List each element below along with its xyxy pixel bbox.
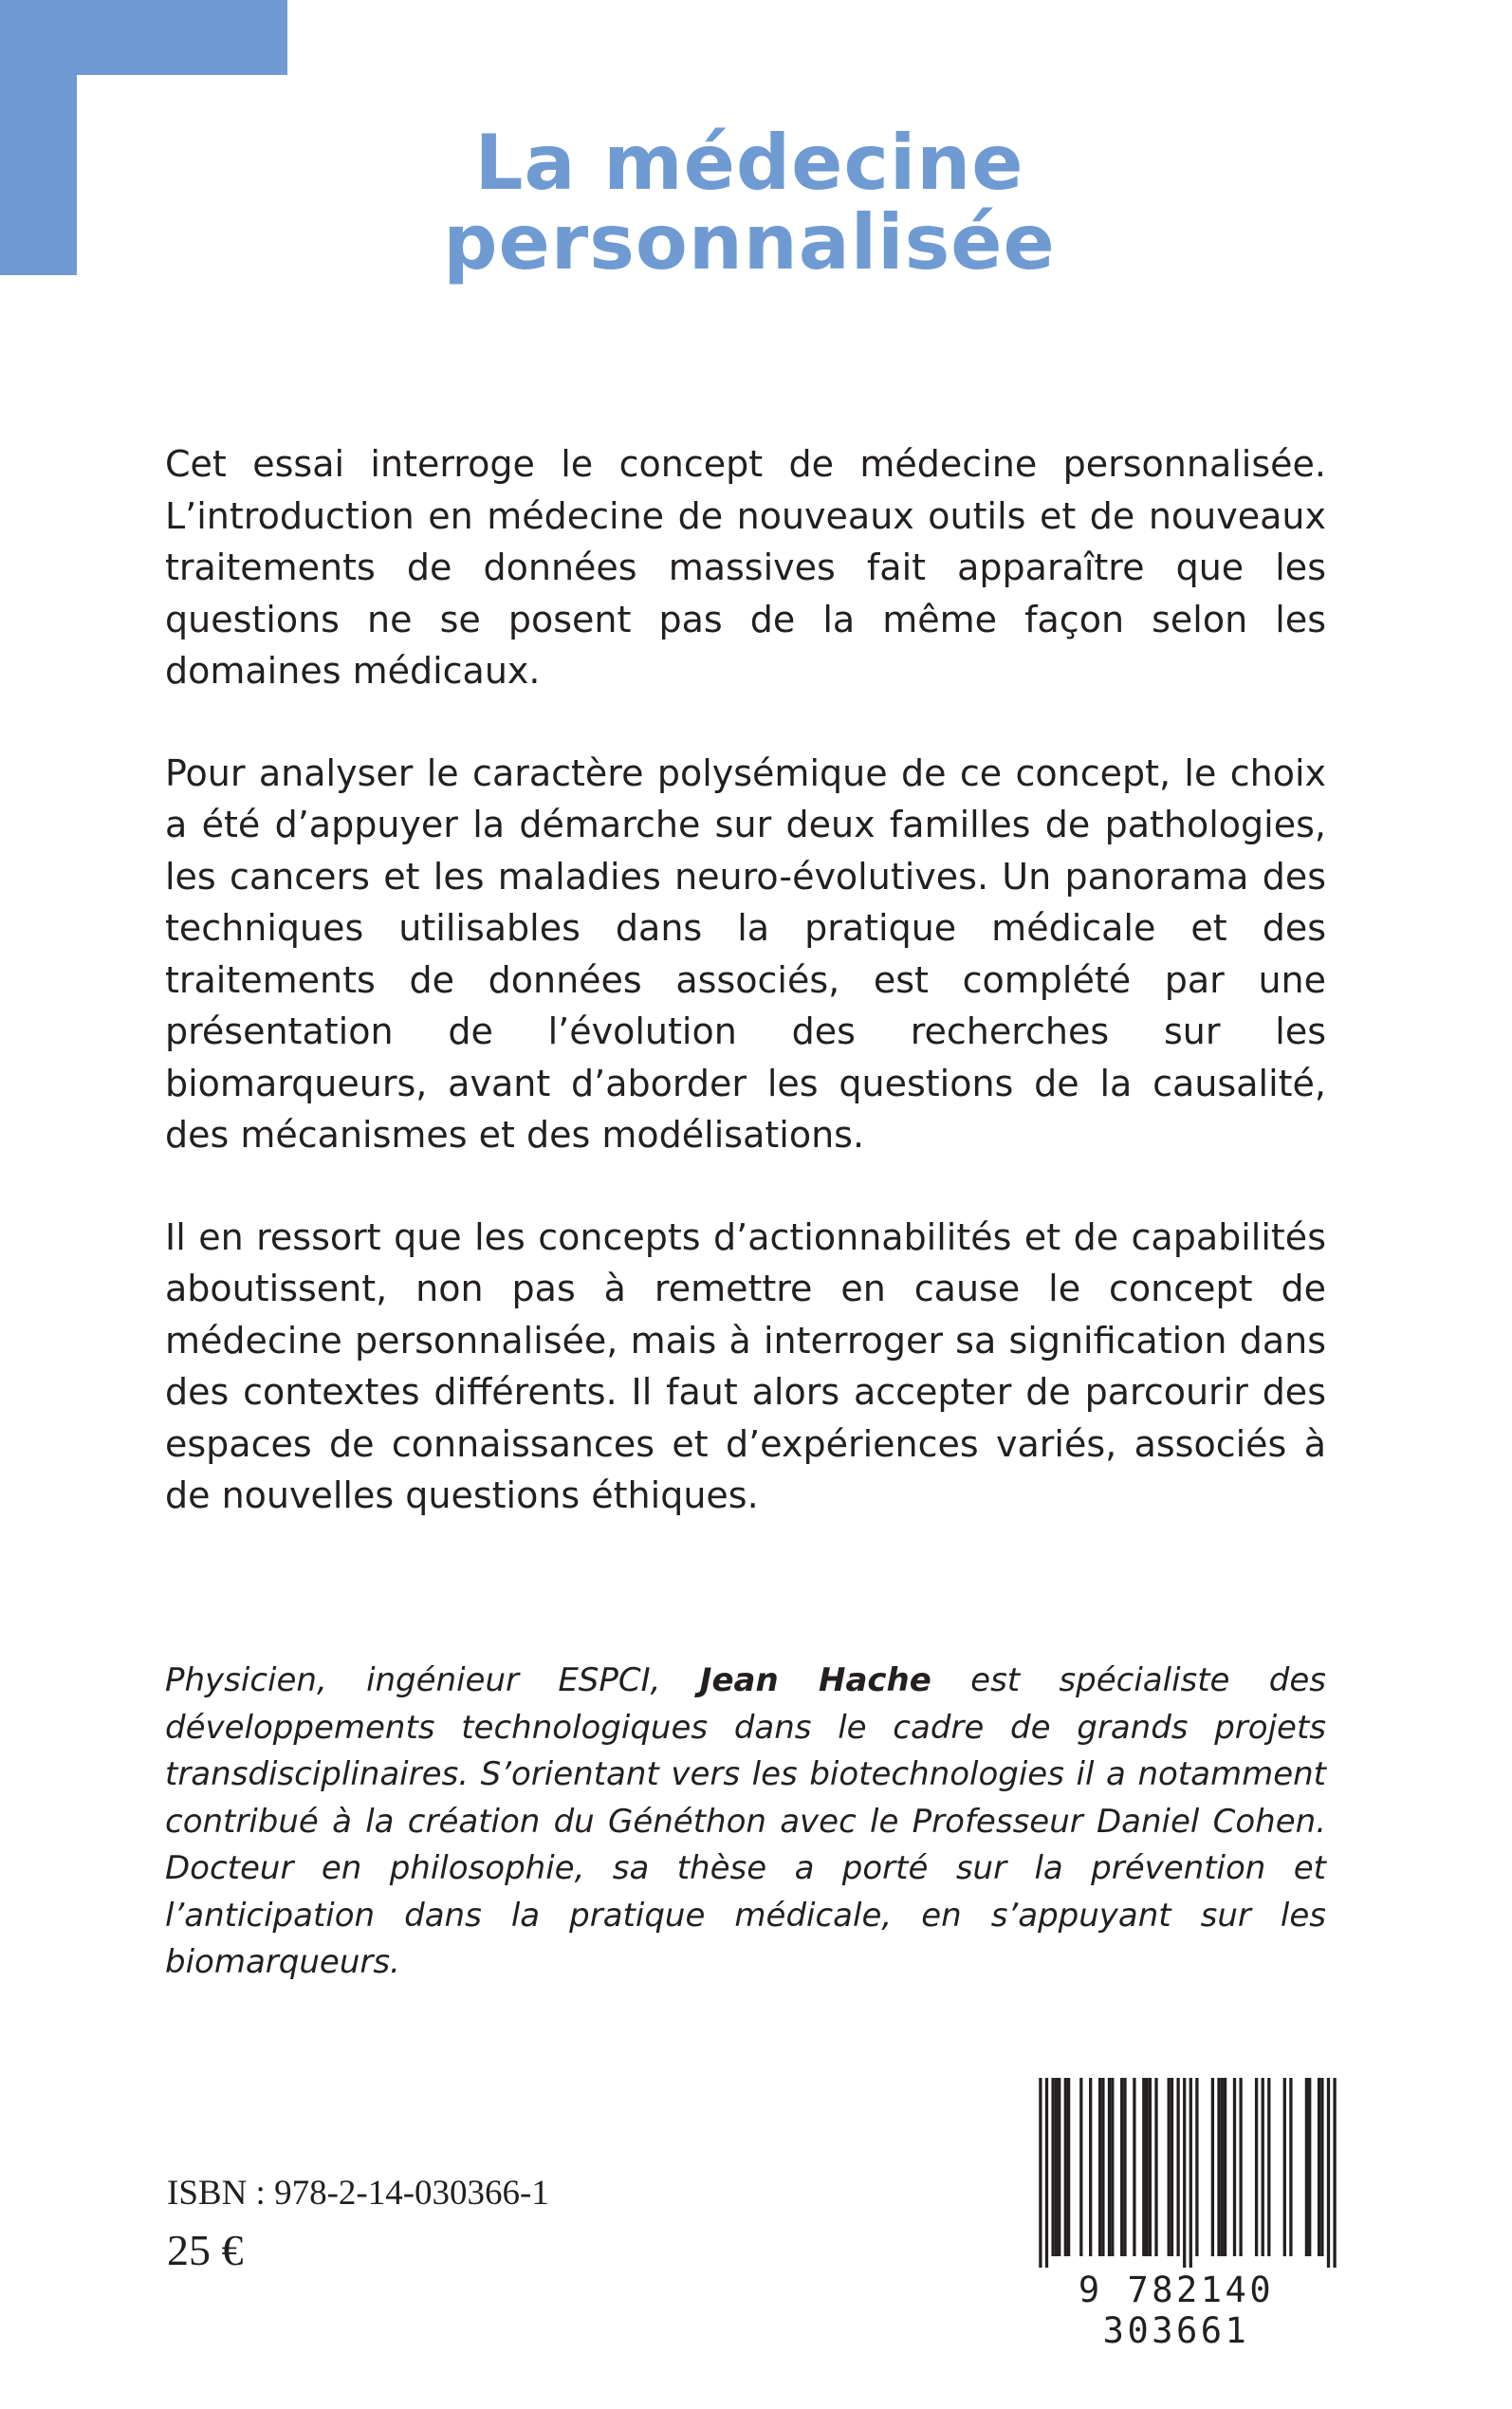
barcode-bar — [1255, 2078, 1258, 2256]
barcode-bar — [1333, 2078, 1336, 2268]
barcode-bar — [1111, 2078, 1114, 2256]
barcode-bar — [1101, 2078, 1104, 2256]
title-line-1: La médecine — [474, 119, 1024, 207]
barcode-bar — [1120, 2078, 1123, 2256]
corner-accent-vertical — [0, 0, 77, 275]
barcode-digits: 9 782140 303661 — [1078, 2270, 1275, 2351]
isbn-number: ISBN : 978-2-14-030366-1 — [167, 2174, 549, 2213]
barcode-bar — [1055, 2078, 1058, 2256]
barcode-bar — [1067, 2078, 1070, 2256]
barcode-bar — [1154, 2078, 1157, 2256]
barcode-bar — [1224, 2078, 1226, 2256]
summary-paragraph-3: Il en ressort que les concepts d’actionnabilités et de capabilités aboutissent, non pas à remettre en cause le concept de médecine personnalisée, mais à interroger sa signification dans des contextes différents. Il faut alors accepter de parcourir des espaces de connaissances et d’expériences variés, associés à de nouvelles questions éthiques. — [165, 1215, 1326, 1516]
barcode-bar — [1327, 2078, 1330, 2268]
barcode-bar — [1189, 2078, 1192, 2268]
barcode-bar — [1064, 2078, 1067, 2256]
barcode-bar — [1221, 2078, 1224, 2256]
barcode-bar — [1305, 2078, 1308, 2256]
barcode-bar — [1283, 2078, 1286, 2256]
barcode-bar — [1123, 2078, 1126, 2256]
barcode-bar — [1058, 2078, 1060, 2256]
summary-paragraph-1: Cet essai interroge le concept de médecine personnalisée. L’introduction en médecine de nouveaux outils et de nouveaux traitements de données massives fait apparaître que les questions ne se posent pas de la même façon selon les domaines médicaux. — [165, 443, 1326, 692]
barcode-bar — [1149, 2078, 1152, 2256]
book-price: 25 € — [167, 2226, 244, 2274]
author-name: Jean Hache — [699, 1661, 931, 1699]
barcode-bar — [1211, 2078, 1214, 2256]
barcode-bar — [1318, 2078, 1320, 2256]
barcode-bar — [1239, 2078, 1242, 2256]
book-title — [360, 119, 1138, 287]
barcode-bar — [1098, 2078, 1101, 2256]
barcode-bar — [1079, 2078, 1082, 2256]
barcode-bar — [1217, 2078, 1220, 2256]
book-summary — [165, 438, 1326, 1572]
barcode-bar — [1168, 2078, 1171, 2256]
summary-paragraph-2: Pour analyser le caractère polysémique de ce concept, le choix a été d’appuyer la démarche sur deux familles de pathologies, les cancers et les maladies neuro-évolutives. Un panorama des techniques utilisables dans la pratique médicale et des traitements de données associés, est complété par une présentation de l’évolution des recherches sur les biomarqueurs, avant d’aborder les questions de la causalité, des mécanismes et des modélisations. — [165, 751, 1326, 1156]
barcode-bar — [1133, 2078, 1135, 2256]
author-biography — [165, 1658, 1326, 1987]
barcode-bar — [1045, 2078, 1048, 2268]
barcode-bar — [1176, 2078, 1179, 2256]
barcode-bar — [1289, 2078, 1292, 2256]
barcode-bar — [1195, 2078, 1198, 2256]
barcode-bar — [1320, 2078, 1323, 2256]
barcode-bar — [1142, 2078, 1145, 2256]
barcode-bar — [1308, 2078, 1311, 2256]
title-line-2: personnalisée — [443, 198, 1056, 287]
barcode-bar — [1262, 2078, 1264, 2256]
barcode-bars — [1001, 2078, 1352, 2268]
barcode-bar — [1108, 2078, 1111, 2256]
barcode-bar — [1051, 2078, 1054, 2256]
barcode-bar — [1145, 2078, 1148, 2256]
barcode-bar — [1233, 2078, 1236, 2256]
author-bio-intro: Physicien, ingénieur ESPCI, — [165, 1661, 700, 1699]
barcode-bar — [1183, 2078, 1186, 2268]
barcode-bar — [1039, 2078, 1042, 2268]
barcode-bar — [1089, 2078, 1092, 2256]
barcode-bar — [1267, 2078, 1270, 2256]
barcode-bar — [1171, 2078, 1173, 2256]
author-bio-text: est spécialiste des développements technologiques dans le cadre de grands projets transdisciplinaires. S’orientant vers les biotechnologies il a notamment contribué à la création du Généthon avec le Professeur Daniel Cohen. Docteur en philosophie, sa thèse a porté sur la prévention et l’anticipation dans la pratique médicale, en s’appuyant sur les biomarqueurs. — [165, 1661, 1327, 1981]
